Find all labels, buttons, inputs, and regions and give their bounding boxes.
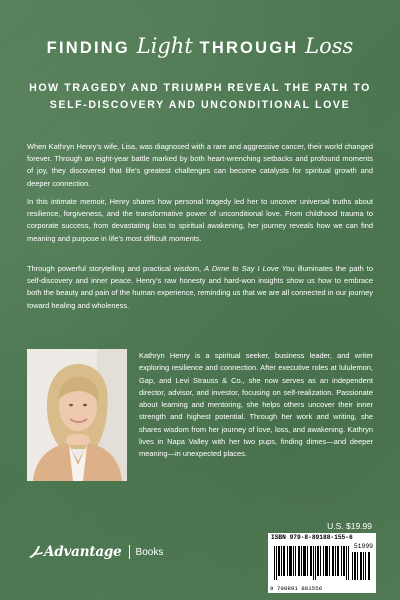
publisher-logo: [28, 544, 163, 560]
publisher-divider: [129, 545, 130, 559]
title-script-light: Light: [136, 34, 193, 58]
paragraph-3-text-end: illuminates the path to self-discovery and inner peace. Henry’s raw honesty and hard-won insights show us how to embrace both the beauty and pain of the human experience, reminding us that we are all connected in our journey toward healing and wholeness.: [27, 264, 373, 310]
paragraph-3-text-start: Through powerful storytelling and practical wisdom,: [27, 264, 205, 273]
title-word-through: THROUGH: [192, 39, 306, 57]
author-portrait-icon: [27, 349, 127, 481]
description-paragraph-3: [27, 263, 373, 312]
barcode-digits: 9 798891 881556: [270, 585, 323, 592]
isbn-text: ISBN 979-8-89188-155-6: [271, 534, 353, 541]
title-script-loss: Loss: [305, 34, 354, 58]
isbn-barcode: [268, 533, 376, 593]
description-paragraph-2: In this intimate memoir, Henry shares how personal tragedy led her to uncover universal truths about resilience, forgiveness, and the transformative power of unconditional love. From childhood trauma to corporate success, from devastating loss to spiritual awakening, her journey reveals how we can find meaning and purpose in life’s most difficult moments.: [27, 197, 373, 243]
publisher-logo-text: Advantage: [44, 544, 122, 560]
advantage-swoosh-icon: [28, 545, 44, 559]
book-title: [0, 34, 400, 58]
description-paragraph-1: When Kathryn Henry’s wife, Lisa, was diagnosed with a rare and aggressive cancer, their world changed forever. Through an eight-year battle marked by both heart-wrenching setbacks and profound moments of joy, they discovered that life’s greatest challenges can become catalysts for spiritual growth and deeper connection.: [27, 142, 373, 188]
book-title-italic: A Dime to Say I Love You: [204, 264, 295, 273]
author-photo: [27, 349, 127, 481]
subtitle-line-1: HOW TRAGEDY AND TRIUMPH REVEAL THE PATH TO: [29, 82, 371, 94]
author-bio: Kathryn Henry is a spiritual seeker, business leader, and writer exploring resilience and connection. After executive roles at lululemon, Gap, and Levi Strauss & Co., she now serves as an independent director, advisor, and investor, focusing on self-realization. Passionate about learning and mentoring, she helps others uncover their inner strength and highest potential. Through her work and writing, she shares wisdom from her journey of love, loss, and awakening. Kathryn lives in Napa Valley with her two pups, finding dimes—and deeper meaning—in unexpected places.: [139, 351, 373, 459]
price-addon-code: 51999: [353, 543, 373, 550]
title-word-finding: FINDING: [46, 39, 137, 57]
price-label: U.S. $19.99: [327, 521, 372, 531]
subtitle-line-2: SELF-DISCOVERY AND UNCONDITIONAL LOVE: [49, 99, 351, 111]
publisher-imprint: Books: [135, 546, 164, 558]
